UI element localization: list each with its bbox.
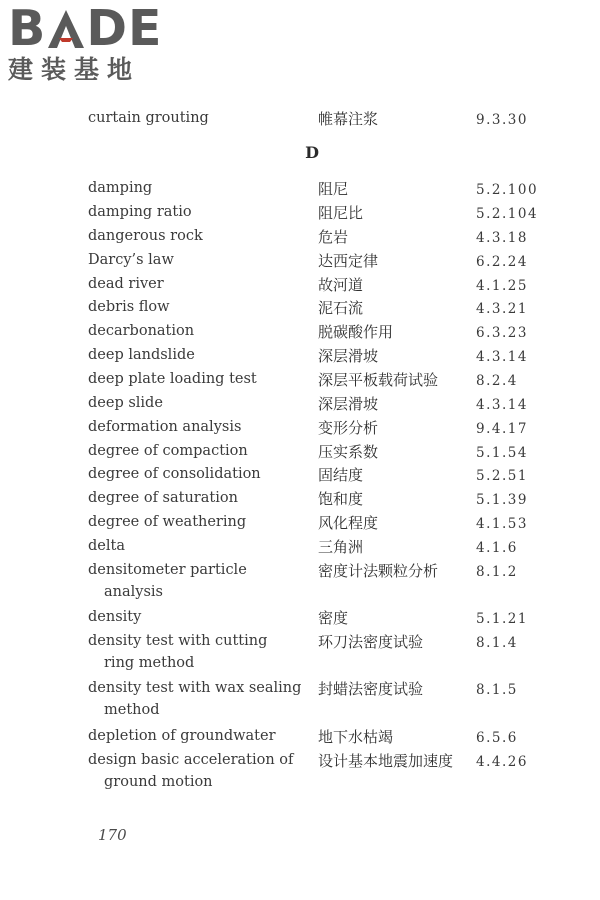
entry-english	[88, 511, 246, 533]
entry-section-ref: 6.2.24	[476, 254, 528, 270]
entry-section-ref: 8.2.4	[476, 373, 518, 389]
entry-english	[88, 225, 203, 247]
entry-chinese: 固结度	[318, 466, 364, 484]
entry-chinese: 故河道	[318, 276, 364, 294]
entry-english-line: debris flow	[88, 299, 170, 315]
entry-section-ref: 9.3.30	[476, 112, 528, 128]
entry-english	[88, 463, 261, 485]
entry-chinese: 帷幕注浆	[318, 110, 379, 128]
entry-section-ref: 4.1.25	[476, 278, 528, 294]
entry-english	[88, 107, 209, 129]
entry-english-line: depletion of groundwater	[88, 728, 276, 744]
entry-section-ref: 6.3.23	[476, 325, 528, 341]
entry-chinese: 达西定律	[318, 252, 379, 270]
entry-english	[88, 677, 301, 721]
entry-english	[88, 535, 125, 557]
entry-chinese: 封蜡法密度试验	[318, 680, 424, 698]
entry-english-line: degree of compaction	[88, 443, 248, 459]
logo-word-post: DE	[86, 0, 163, 57]
entry-section-ref: 5.2.104	[476, 206, 539, 222]
entry-section-ref: 9.4.17	[476, 421, 528, 437]
entry-english	[88, 249, 174, 271]
entry-english	[88, 392, 163, 414]
entry-english-line: decarbonation	[88, 323, 195, 339]
entry-section-ref: 4.3.18	[476, 230, 528, 246]
entry-english	[88, 559, 247, 603]
entry-english-line: densitometer particle	[88, 562, 247, 578]
entry-chinese: 深层滑坡	[318, 347, 379, 365]
section-letter: D	[305, 143, 319, 162]
entry-section-ref: 5.1.39	[476, 492, 528, 508]
entry-chinese: 三角洲	[318, 538, 364, 556]
entry-english-continuation: method	[104, 702, 160, 718]
entry-section-ref: 4.1.6	[476, 540, 518, 556]
entry-english	[88, 201, 192, 223]
entry-english	[88, 416, 241, 438]
entry-chinese: 密度计法颗粒分析	[318, 562, 439, 580]
entry-english-continuation: ground motion	[104, 774, 213, 790]
entry-english-line: design basic acceleration of	[88, 752, 294, 768]
entry-english	[88, 344, 195, 366]
entry-section-ref: 4.3.14	[476, 349, 528, 365]
entry-chinese: 危岩	[318, 228, 349, 246]
entry-chinese: 脱碳酸作用	[318, 323, 394, 341]
entry-chinese: 环刀法密度试验	[318, 633, 424, 651]
entry-section-ref: 5.1.54	[476, 445, 528, 461]
entry-english	[88, 725, 276, 747]
entry-english-line: dangerous rock	[88, 228, 203, 244]
entry-english-line: deep slide	[88, 395, 163, 411]
entry-english	[88, 177, 152, 199]
entry-english-line: curtain grouting	[88, 110, 209, 126]
entry-english	[88, 320, 194, 342]
entry-english-line: degree of consolidation	[88, 466, 261, 482]
entry-section-ref: 8.1.5	[476, 682, 518, 698]
entry-chinese: 阻尼	[318, 180, 349, 198]
entry-chinese: 设计基本地震加速度	[318, 752, 454, 770]
entry-english-line: deformation analysis	[88, 419, 242, 435]
entry-chinese: 地下水枯竭	[318, 728, 394, 746]
entry-chinese: 密度	[318, 609, 349, 627]
entry-english-line: deep landslide	[88, 347, 195, 363]
entry-english-line: damping ratio	[88, 204, 192, 220]
entry-english-line: density test with cutting	[88, 633, 268, 649]
entry-english	[88, 630, 267, 674]
entry-chinese: 变形分析	[318, 419, 379, 437]
entry-chinese: 泥石流	[318, 299, 364, 317]
page-number: 170	[98, 826, 127, 844]
entry-section-ref: 5.2.100	[476, 182, 539, 198]
entry-english	[88, 296, 170, 318]
entry-english-line: dead river	[88, 276, 164, 292]
entry-section-ref: 4.1.53	[476, 516, 528, 532]
entry-english-line: degree of weathering	[88, 514, 247, 530]
entry-section-ref: 5.2.51	[476, 468, 528, 484]
entry-chinese: 风化程度	[318, 514, 379, 532]
entry-section-ref: 4.3.14	[476, 397, 528, 413]
entry-english-line: density	[88, 609, 142, 625]
logo-subtitle: 建装基地	[8, 55, 141, 84]
entry-chinese: 深层滑坡	[318, 395, 379, 413]
entry-english-line: degree of saturation	[88, 490, 238, 506]
entry-chinese: 阻尼比	[318, 204, 364, 222]
entry-english	[88, 273, 164, 295]
entry-english	[88, 749, 293, 793]
entry-section-ref: 8.1.2	[476, 564, 518, 580]
entry-english-line: damping	[88, 180, 153, 196]
entry-english-line: deep plate loading test	[88, 371, 257, 387]
entry-english-continuation: analysis	[104, 584, 163, 600]
entry-section-ref: 6.5.6	[476, 730, 518, 746]
entry-section-ref: 4.3.21	[476, 301, 528, 317]
entry-english-continuation: ring method	[104, 655, 195, 671]
entry-english-line: Darcy’s law	[88, 252, 174, 268]
entry-section-ref: 4.4.26	[476, 754, 528, 770]
entry-english	[88, 368, 257, 390]
entry-chinese: 深层平板载荷试验	[318, 371, 439, 389]
entry-english	[88, 606, 141, 628]
entry-english	[88, 440, 248, 462]
logo-word-pre: B	[8, 0, 47, 57]
entry-chinese: 饱和度	[318, 490, 364, 508]
entry-english-line: density test with wax sealing	[88, 680, 302, 696]
entry-english-line: delta	[88, 538, 125, 554]
entry-section-ref: 8.1.4	[476, 635, 518, 651]
entry-section-ref: 5.1.21	[476, 611, 528, 627]
entry-english	[88, 487, 238, 509]
entry-chinese: 压实系数	[318, 443, 379, 461]
